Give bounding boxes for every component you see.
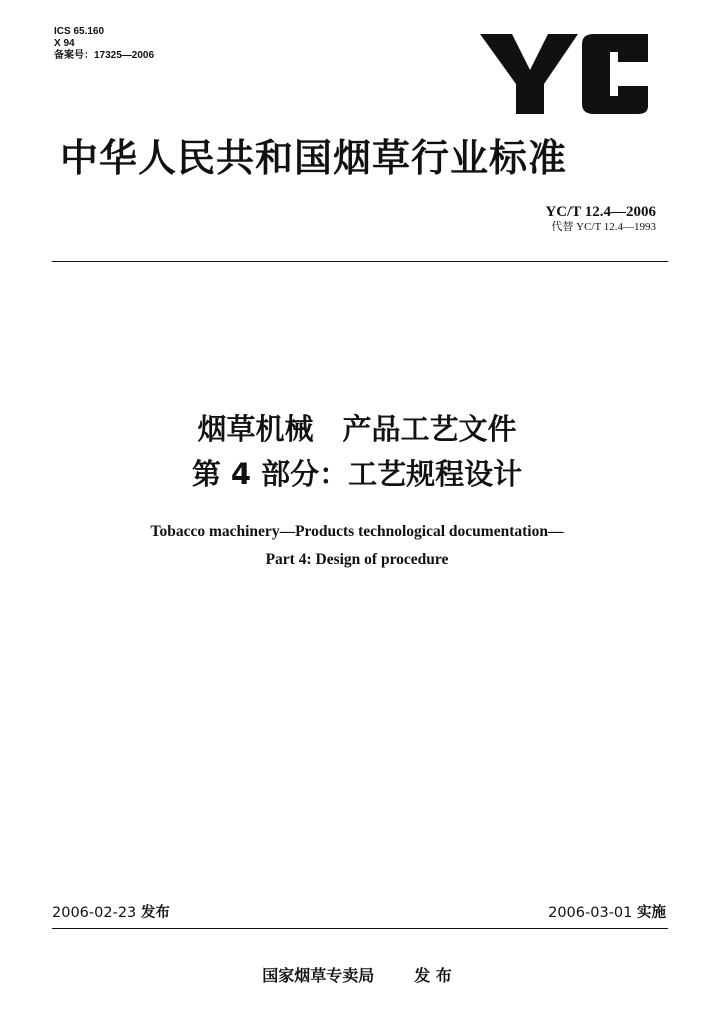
ics-code: ICS 65.160 [54, 26, 105, 37]
chinese-title-line-1: 烟草机械 产品工艺文件 [197, 412, 517, 446]
english-title-line-2: Part 4: Design of procedure [265, 551, 449, 568]
issue-label: 发布 [140, 905, 170, 921]
publisher-action: 发 布 [414, 966, 452, 985]
footer-divider [52, 928, 668, 929]
yc-logo [478, 30, 654, 118]
standard-number: YC/T 12.4—2006 [545, 204, 656, 220]
logo-letter-y [480, 34, 578, 114]
implementation-date-block [548, 904, 666, 922]
header-divider [52, 261, 668, 262]
national-standard-title: 中华人民共和国烟草行业标准 [60, 136, 568, 180]
classification-block [54, 26, 154, 62]
english-title-line-1: Tobacco machinery—Products technological documentation— [150, 523, 564, 540]
issue-date-block [52, 904, 170, 922]
implementation-date: 2006-03-01 [548, 905, 633, 921]
publisher-line [0, 966, 714, 986]
implementation-label: 实施 [637, 905, 666, 921]
issue-date: 2006-02-23 [52, 905, 137, 921]
record-number: 备案号：17325—2006 [54, 50, 155, 61]
replaced-standard: 代替 YC/T 12.4—1993 [551, 221, 656, 233]
classification-code: X 94 [54, 38, 75, 49]
chinese-title-line-2: 第 4 部分：工艺规程设计 [191, 457, 523, 491]
publisher-name: 国家烟草专卖局 [262, 966, 375, 985]
logo-letter-c [582, 34, 648, 114]
